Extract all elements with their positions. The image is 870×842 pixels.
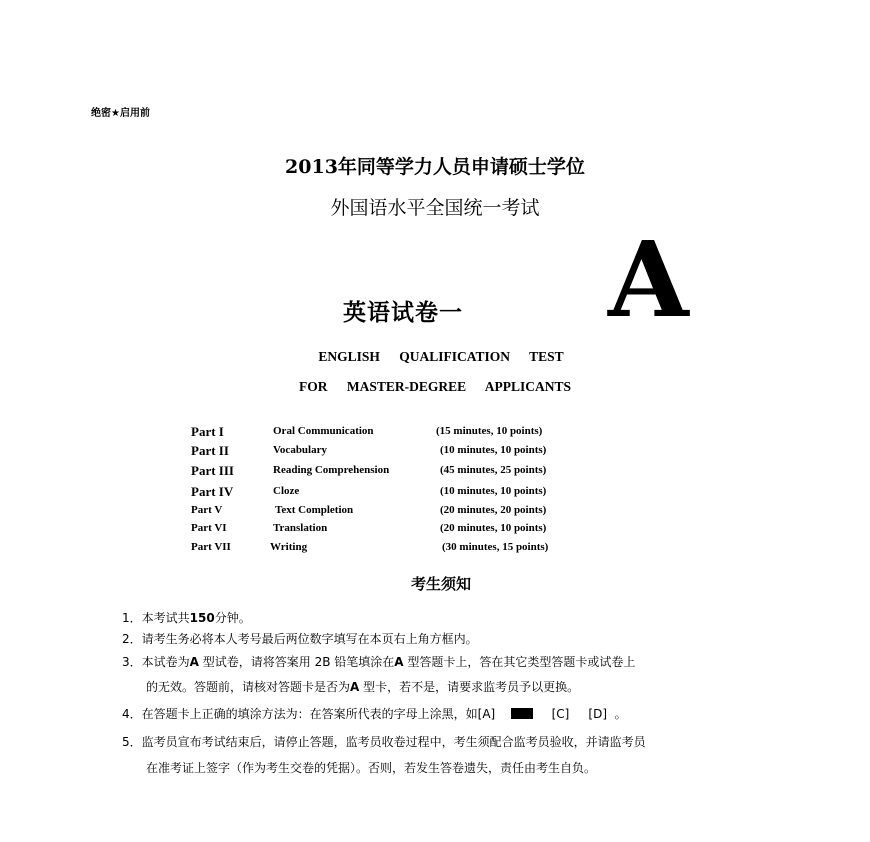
item-number: 2．: [122, 632, 142, 646]
part-time: (30 minutes, 15 points): [442, 541, 549, 553]
part-time: (10 minutes, 10 points): [440, 444, 547, 456]
notice-item-3: [122, 653, 635, 670]
part-name: Cloze: [273, 485, 300, 497]
item-number: 4．: [122, 707, 142, 721]
item-bold-number: 150: [189, 611, 215, 625]
part-label: Part V: [191, 504, 223, 516]
item-text: 的无效。答题前，请核对答题卡是否为: [146, 680, 351, 694]
item-number: 1．: [122, 611, 142, 625]
part-time: (20 minutes, 10 points): [440, 522, 547, 534]
part-time: (20 minutes, 20 points): [440, 504, 547, 516]
part-time: (15 minutes, 10 points): [436, 425, 543, 437]
item-text: 型试卷，请将答案用 2B 铅笔填涂在: [198, 655, 395, 669]
part-label: Part VI: [191, 522, 227, 534]
secret-mark: 绝密★启用前: [91, 108, 150, 119]
part-name: Oral Communication: [273, 425, 374, 437]
option-c: [C]: [551, 707, 570, 721]
item-text: 分钟。: [214, 611, 251, 625]
item-text: 监考员宣布考试结束后，请停止答题，监考员收卷过程中，考生须配合监考员验收，并请监考员: [141, 735, 646, 749]
english-title-line-1: ENGLISH QUALIFICATION TEST: [318, 349, 564, 364]
item-bold-letter: A: [189, 655, 199, 669]
item-text: 在答题卡上正确的填涂方法为：在答案所代表的字母上涂黑，如: [141, 707, 478, 721]
part-name: Vocabulary: [273, 444, 327, 456]
item-text: 本试卷为: [141, 655, 190, 669]
item-bold-letter: A: [394, 655, 404, 669]
part-label: Part VII: [191, 541, 231, 553]
option-a: [A]: [477, 707, 496, 721]
item-text: 请考生务必将本人考号最后两位数字填写在本页右上角方框内。: [141, 632, 478, 646]
part-label: Part II: [191, 443, 229, 458]
paper-letter: A: [608, 218, 689, 341]
part-label: Part IV: [191, 484, 234, 499]
item-text: 型卡，若不是，请要求监考员予以更换。: [359, 680, 580, 694]
part-name: Writing: [270, 541, 308, 553]
item-number: 5．: [122, 735, 142, 749]
part-name: Translation: [273, 522, 328, 534]
item-text: 本考试共: [141, 611, 190, 625]
item-number: 3．: [122, 655, 142, 669]
english-title-line-2: FOR MASTER-DEGREE APPLICANTS: [298, 379, 572, 394]
notice-title: 考生须知: [410, 575, 471, 593]
part-label: Part III: [191, 463, 234, 478]
notice-item-1: [122, 609, 251, 626]
notice-item-5-line-2: [146, 759, 596, 776]
paper-name: 英语试卷一: [343, 299, 463, 326]
notice-item-5: [122, 733, 646, 750]
part-time: (10 minutes, 10 points): [440, 485, 547, 497]
item-text: 在准考证上签字（作为考生交卷的凭据）。否则，若发生答卷遗失，责任由考生自负。: [146, 761, 597, 775]
title-line-2: 外国语水平全国统一考试: [330, 197, 540, 219]
part-name: Text Completion: [275, 504, 354, 516]
notice-item-4: [122, 705, 627, 722]
title-line-1: 2013年同等学力人员申请硕士学位: [285, 156, 585, 178]
notice-item-3-line-2: [146, 678, 579, 695]
part-name: Reading Comprehension: [273, 464, 390, 476]
part-label: Part I: [191, 424, 224, 439]
item-text: 型答题卡上，答在其它类型答题卡或试卷上: [403, 655, 636, 669]
part-time: (45 minutes, 25 points): [440, 464, 547, 476]
item-bold-letter: A: [350, 680, 360, 694]
filled-option-mark: [511, 708, 533, 719]
option-d: [D]: [588, 707, 608, 721]
notice-item-2: [122, 630, 478, 647]
item-text: 。: [614, 707, 627, 721]
